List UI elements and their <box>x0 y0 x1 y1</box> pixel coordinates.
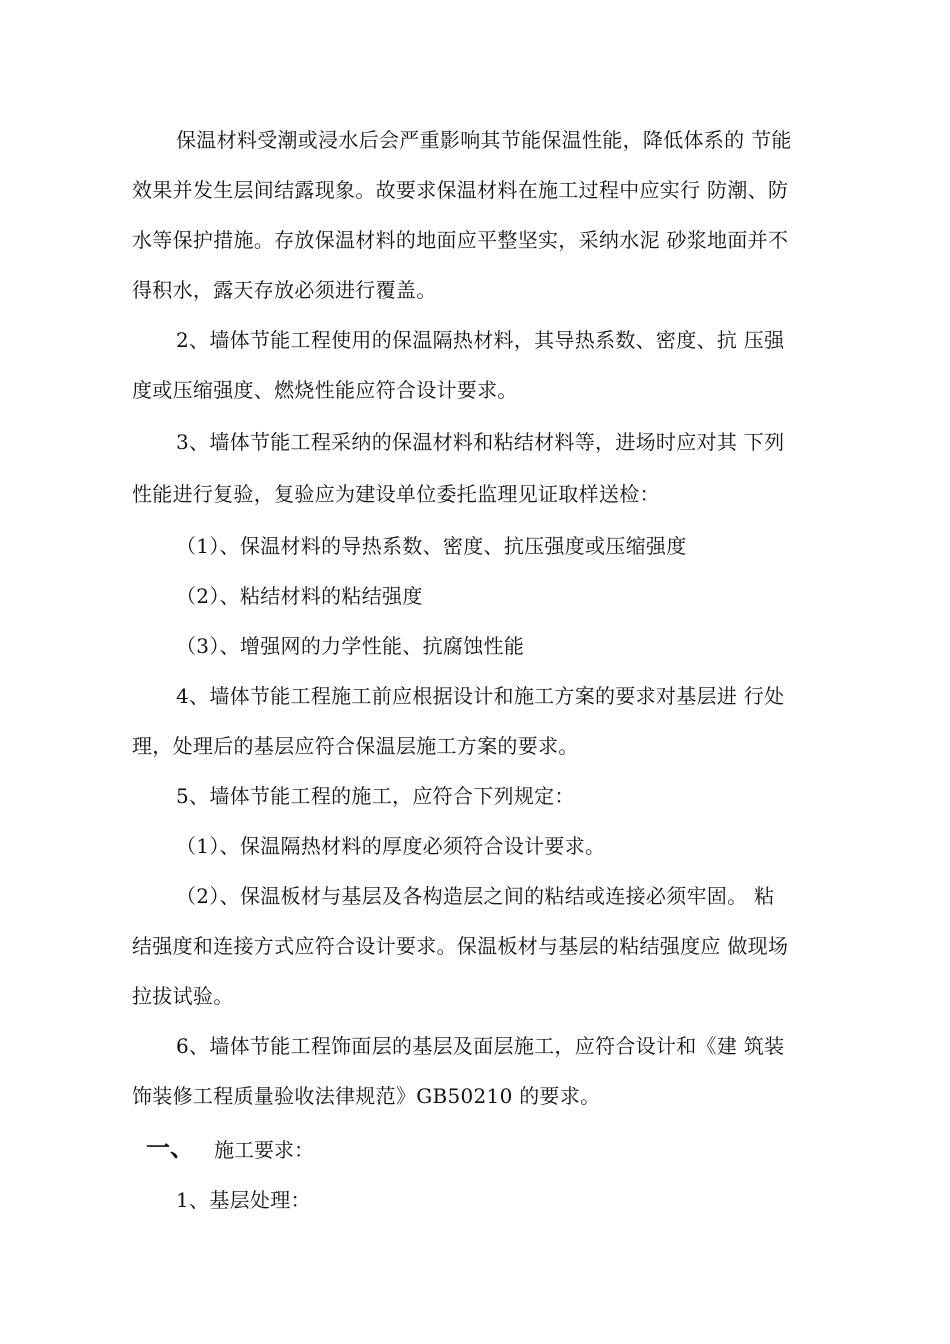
list-item: （1）、保温材料的导热系数、密度、抗压强度或压缩强度 <box>176 534 687 558</box>
paragraph-line: 3、墙体节能工程采纳的保温材料和粘结材料等，进场时应对其 下列 <box>176 430 785 454</box>
paragraph-line: 性能进行复验，复验应为建设单位委托监理见证取样送检： <box>132 482 660 506</box>
paragraph-line: 拉拔试验。 <box>132 984 234 1008</box>
list-item: （2）、保温板材与基层及各构造层之间的粘结或连接必须牢固。 粘 <box>176 884 775 908</box>
list-item: （1）、保温隔热材料的厚度必须符合设计要求。 <box>176 834 606 858</box>
paragraph-line: 保温材料受潮或浸水后会严重影响其节能保温性能，降低体系的 节能 <box>176 128 792 152</box>
list-item: （2）、粘结材料的粘结强度 <box>176 584 423 608</box>
paragraph-line: 理，处理后的基层应符合保温层施工方案的要求。 <box>132 734 579 758</box>
paragraph-line: 水等保护措施。存放保温材料的地面应平整坚实，采纳水泥 砂浆地面并不 <box>132 228 789 252</box>
paragraph-line: 4、墙体节能工程施工前应根据设计和施工方案的要求对基层进 行处 <box>176 684 785 708</box>
section-title: 施工要求： <box>214 1138 314 1162</box>
paragraph-line: 效果并发生层间结露现象。故要求保温材料在施工过程中应实行 防潮、防 <box>132 178 789 202</box>
paragraph-line: 得积水，露天存放必须进行覆盖。 <box>132 278 437 302</box>
paragraph-line: 饰装修工程质量验收法律规范》GB50210 的要求。 <box>132 1084 601 1108</box>
section-number: 一、 <box>146 1133 194 1162</box>
sub-heading: 1、基层处理： <box>176 1188 311 1212</box>
paragraph-line: 6、墙体节能工程饰面层的基层及面层施工，应符合设计和《建 筑装 <box>176 1034 785 1058</box>
paragraph-line: 2、墙体节能工程使用的保温隔热材料，其导热系数、密度、抗 压强 <box>176 328 785 352</box>
list-item: （3）、增强网的力学性能、抗腐蚀性能 <box>176 634 525 658</box>
paragraph-line: 5、墙体节能工程的施工，应符合下列规定： <box>176 784 575 808</box>
paragraph-line: 度或压缩强度、燃烧性能应符合设计要求。 <box>132 378 518 402</box>
paragraph-line: 结强度和连接方式应符合设计要求。保温板材与基层的粘结强度应 做现场 <box>132 934 789 958</box>
